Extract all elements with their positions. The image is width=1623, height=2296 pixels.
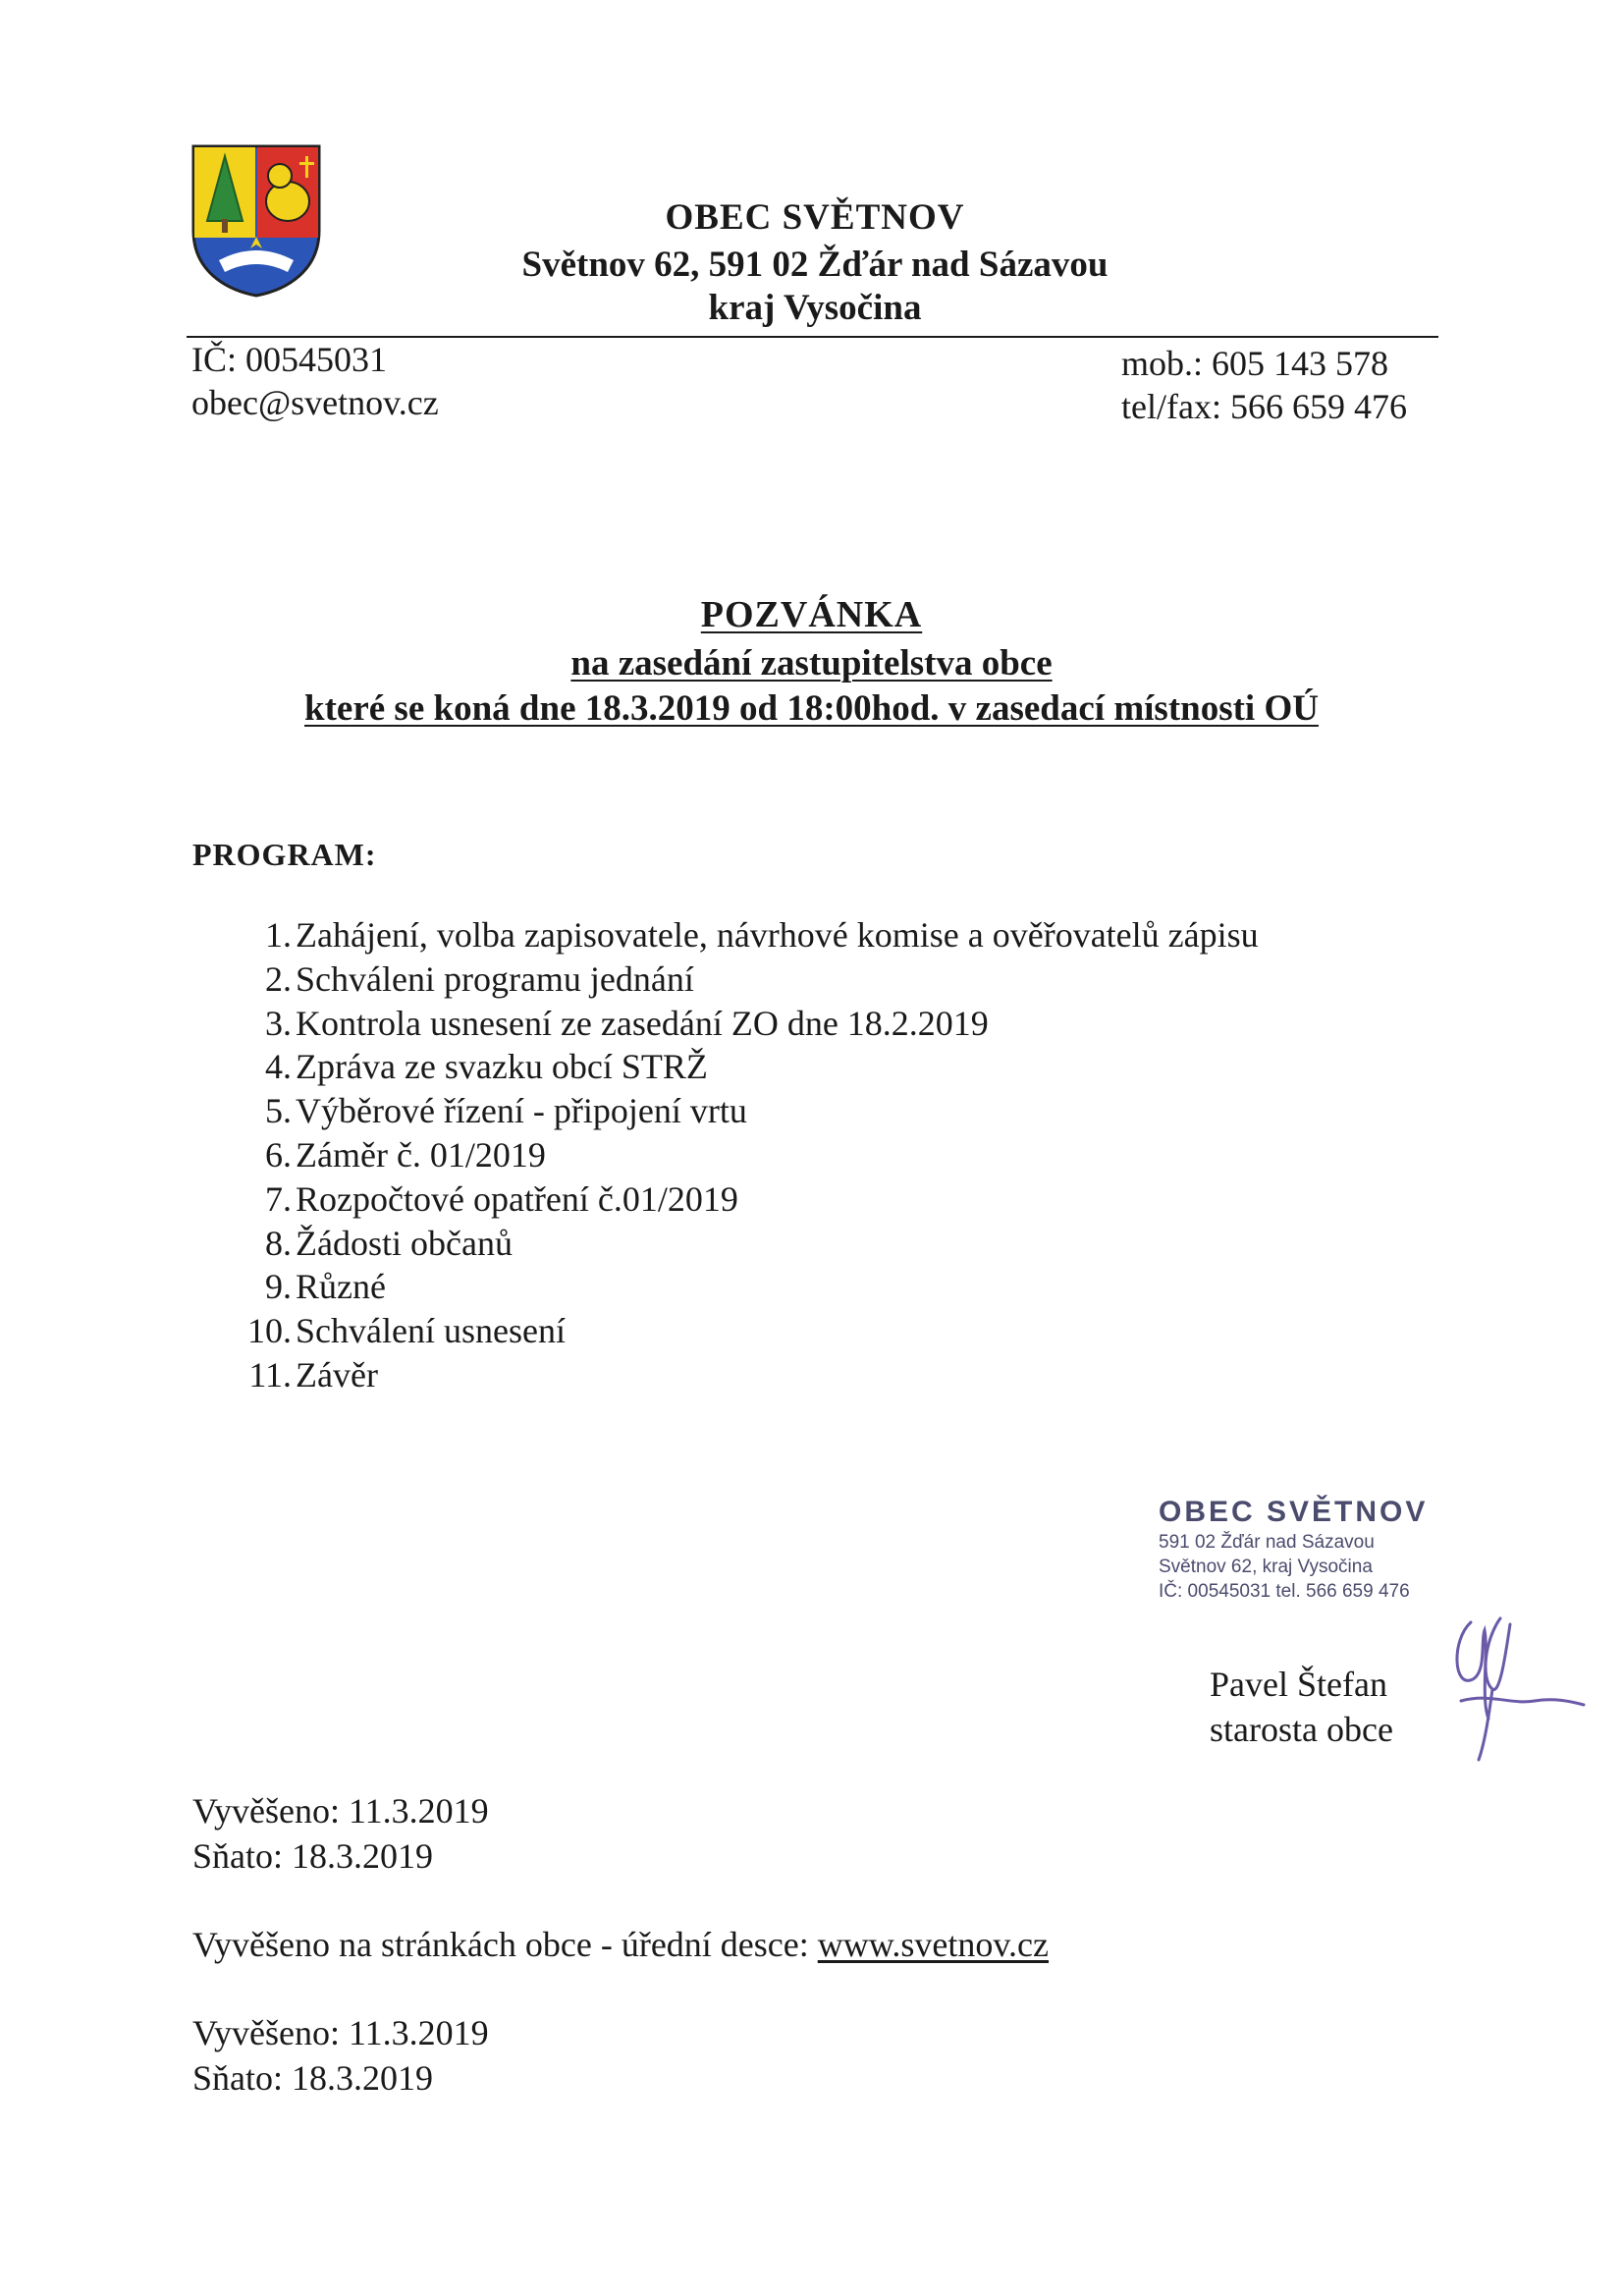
- signatory-name: Pavel Štefan: [1210, 1665, 1387, 1704]
- meeting-details: které se koná dne 18.3.2019 od 18:00hod. v zasedací místnosti OÚ: [304, 688, 1319, 729]
- web-posting-line: [192, 1923, 1049, 1966]
- invitation-title: POZVÁNKA: [700, 594, 923, 635]
- signatory-role: starosta obce: [1210, 1710, 1393, 1749]
- official-stamp: [1159, 1495, 1434, 1604]
- item-text: Záměr č. 01/2019: [296, 1134, 546, 1175]
- item-number: 5.: [265, 1091, 292, 1131]
- list-item: [241, 1045, 1259, 1089]
- signatory-block: [1210, 1662, 1393, 1752]
- email-address: obec@svetnov.cz: [191, 383, 439, 422]
- item-text: Zpráva ze svazku obcí STRŽ: [296, 1047, 708, 1087]
- org-name: OBEC SVĚTNOV: [665, 197, 965, 238]
- signature-icon: [1441, 1611, 1589, 1768]
- agenda-list: [241, 913, 1259, 1397]
- stamp-title: OBEC SVĚTNOV: [1159, 1496, 1429, 1528]
- list-item: [241, 1177, 1259, 1222]
- list-item: [241, 957, 1259, 1002]
- item-text: Závěr: [296, 1354, 378, 1394]
- stamp-line: IČ: 00545031 tel. 566 659 476: [1159, 1581, 1410, 1602]
- item-number: 1.: [265, 915, 292, 955]
- item-text: Různé: [296, 1267, 386, 1307]
- item-number: 2.: [265, 958, 292, 999]
- web-posting-text: Vyvěšeno na stránkách obce - úřední desce:: [192, 1925, 818, 1964]
- item-text: Rozpočtové opatření č.01/2019: [296, 1178, 738, 1219]
- item-number: 4.: [265, 1047, 292, 1087]
- org-region: kraj Vysočina: [708, 288, 922, 328]
- removed-date: Sňato: 18.3.2019: [192, 1836, 434, 1876]
- item-text: Výběrové řízení - připojení vrtu: [296, 1091, 747, 1131]
- list-item: [241, 1133, 1259, 1177]
- list-item: [241, 1089, 1259, 1133]
- removed-date: Sňato: 18.3.2019: [192, 2058, 434, 2098]
- item-text: Schváleni programu jednání: [296, 958, 694, 999]
- item-text: Kontrola usnesení ze zasedání ZO dne 18.2.2019: [296, 1003, 989, 1043]
- list-item: [241, 1222, 1259, 1266]
- mobile-number: mob.: 605 143 578: [1121, 344, 1389, 383]
- item-text: Zahájení, volba zapisovatele, návrhové komise a ověřovatelů zápisu: [296, 915, 1259, 955]
- list-item: [241, 1265, 1259, 1309]
- list-item: [241, 1002, 1259, 1046]
- stamp-line: 591 02 Žďár nad Sázavou: [1159, 1532, 1375, 1553]
- program-label: PROGRAM:: [192, 837, 377, 872]
- item-number: 3.: [265, 1003, 292, 1043]
- invitation-subtitle: na zasedání zastupitelstva obce: [570, 643, 1053, 683]
- company-id: IČ: 00545031: [191, 340, 388, 379]
- website-link[interactable]: www.svetnov.cz: [817, 1925, 1050, 1964]
- posted-date: Vyvěšeno: 11.3.2019: [192, 2013, 489, 2052]
- item-number: 11.: [248, 1354, 292, 1394]
- item-text: Žádosti občanů: [296, 1223, 513, 1263]
- list-item: [241, 1353, 1259, 1397]
- item-number: 7.: [265, 1178, 292, 1219]
- list-item: [241, 913, 1259, 957]
- org-address: Světnov 62, 591 02 Žďár nad Sázavou: [521, 245, 1109, 285]
- stamp-line: Světnov 62, kraj Vysočina: [1159, 1557, 1373, 1577]
- item-number: 8.: [265, 1223, 292, 1263]
- item-number: 10.: [247, 1311, 292, 1351]
- telfax-number: tel/fax: 566 659 476: [1121, 387, 1407, 426]
- posted-date: Vyvěšeno: 11.3.2019: [192, 1791, 489, 1831]
- list-item: [241, 1309, 1259, 1353]
- item-number: 6.: [265, 1134, 292, 1175]
- item-number: 9.: [265, 1267, 292, 1307]
- item-text: Schválení usnesení: [296, 1311, 566, 1351]
- coat-of-arms-icon: [189, 142, 323, 298]
